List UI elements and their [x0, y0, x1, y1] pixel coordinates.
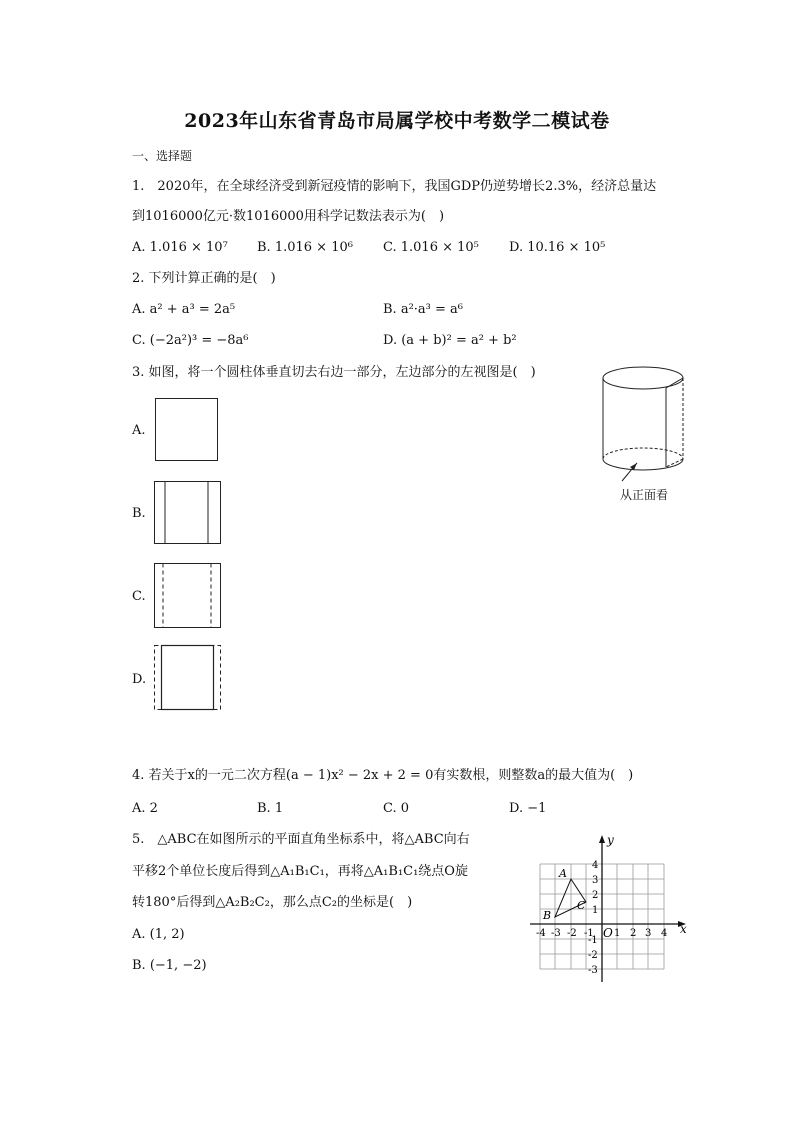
q2-option-a[interactable]: A. a² + a³ = 2a⁵ — [132, 302, 236, 317]
q4-option-c[interactable]: C. 0 — [383, 801, 410, 816]
y-tick-label: 4 — [592, 860, 599, 871]
y-tick-label: 3 — [592, 875, 599, 886]
x-axis-label: x — [680, 922, 687, 936]
page-title: 2023年山东省青岛市局属学校中考数学二模试卷 — [184, 110, 610, 132]
q4-option-b[interactable]: B. 1 — [257, 801, 284, 816]
x-tick-label: -1 — [584, 928, 594, 939]
q3-option-a-figure[interactable] — [155, 398, 219, 462]
y-tick-label: 2 — [592, 890, 599, 901]
x-tick-label: -3 — [551, 928, 561, 939]
q2-option-b[interactable]: B. a²·a³ = a⁶ — [383, 302, 463, 317]
origin-label: O — [603, 926, 613, 940]
q3-option-a-label[interactable]: A. — [132, 423, 146, 438]
q4-option-a[interactable]: A. 2 — [132, 801, 158, 816]
coordinate-graph — [528, 832, 693, 987]
q3-stem: 3. 如图，将一个圆柱体垂直切去右边一部分，左边部分的左视图是( ) — [132, 365, 536, 380]
q2-option-d[interactable]: D. (a + b)² = a² + b² — [383, 333, 517, 348]
q1-option-c[interactable]: C. 1.016 × 10⁵ — [383, 240, 479, 255]
q4-option-d[interactable]: D. −1 — [509, 801, 547, 816]
q5-option-a[interactable]: A. (1, 2) — [132, 927, 185, 942]
q5-line3: 转180°后得到△A₂B₂C₂，那么点C₂的坐标是( ) — [132, 895, 413, 910]
q3-option-b-figure[interactable] — [154, 481, 222, 545]
q4-stem: 4. 若关于x的一元二次方程(a − 1)x² − 2x + 2 = 0有实数根，则整数a的最大值为( ) — [132, 768, 634, 783]
section-heading: 一、选择题 — [132, 149, 193, 163]
q3-option-b-label[interactable]: B. — [132, 506, 146, 521]
x-tick-label: -2 — [567, 928, 577, 939]
x-tick-label: 1 — [614, 928, 621, 939]
x-tick-label: 4 — [661, 928, 668, 939]
x-tick-label: 3 — [645, 928, 652, 939]
q3-option-d-figure[interactable] — [154, 645, 222, 711]
q2-option-c[interactable]: C. (−2a²)³ = −8a⁶ — [132, 333, 249, 348]
point-c-label: C — [577, 899, 586, 912]
y-tick-label: 1 — [592, 905, 599, 916]
q3-option-c-label[interactable]: C. — [132, 589, 146, 604]
x-tick-label: -4 — [536, 928, 546, 939]
q1-option-a[interactable]: A. 1.016 × 10⁷ — [132, 240, 228, 255]
y-tick-label: -2 — [588, 950, 598, 961]
point-b-label: B — [543, 909, 552, 922]
q1-option-d[interactable]: D. 10.16 × 10⁵ — [509, 240, 606, 255]
y-axis-arrow-icon — [599, 835, 605, 843]
q5-line1: 5. △ABC在如图所示的平面直角坐标系中，将△ABC向右 — [132, 832, 470, 847]
q5-option-b[interactable]: B. (−1, −2) — [132, 958, 207, 973]
q1-option-b[interactable]: B. 1.016 × 10⁶ — [257, 240, 353, 255]
cylinder-view-label: 从正面看 — [620, 488, 669, 502]
q5-line2: 平移2个单位长度后得到△A₁B₁C₁，再将△A₁B₁C₁绕点O旋 — [132, 864, 468, 879]
y-tick-labels — [588, 860, 598, 976]
q3-option-c-figure[interactable] — [154, 563, 222, 629]
y-tick-label: -1 — [588, 935, 598, 946]
q1-line1: 1. 2020年，在全球经济受到新冠疫情的影响下，我国GDP仍逆势增长2.3%，经济总量达 — [132, 179, 657, 194]
y-axis-label: y — [607, 833, 614, 847]
y-tick-label: -3 — [588, 965, 598, 976]
q3-option-d-label[interactable]: D. — [132, 672, 147, 687]
q1-line2: 到1016000亿元·数1016000用科学记数法表示为( ) — [132, 209, 445, 224]
x-tick-label: 2 — [630, 928, 637, 939]
point-a-label: A — [559, 867, 567, 880]
q2-stem: 2. 下列计算正确的是( ) — [132, 271, 276, 286]
